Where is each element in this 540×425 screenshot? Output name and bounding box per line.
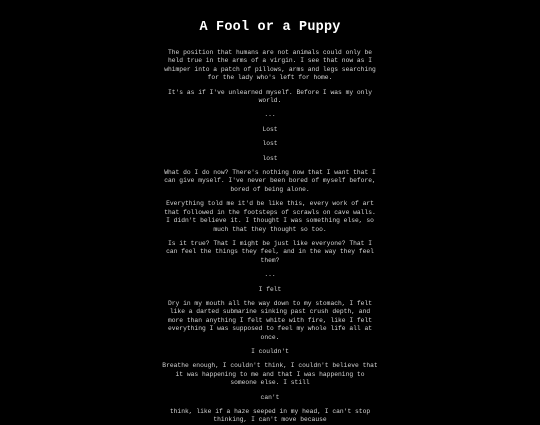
paragraph: I felt <box>258 285 282 293</box>
paragraph: It's as if I've unlearned myself. Before I was my only world. <box>167 88 373 105</box>
paragraph-ellipsis: ... <box>264 271 276 279</box>
paragraph-ellipsis: ... <box>264 111 276 119</box>
paragraph: The position that humans are not animals could only be held true in the arms of a virgin. I see that now as I whimper into a patch of pillows, arms and legs searching for the lady who's left for home. <box>164 49 376 82</box>
paragraph: Lost <box>262 125 278 133</box>
post-body <box>162 49 378 425</box>
paragraph: I couldn't <box>251 347 289 355</box>
paragraph: think, like if a haze seeped in my head, I can't stop thinking, I can't move because <box>169 408 371 424</box>
paragraph: Breathe enough, I couldn't think, I couldn't believe that it was happening to me and that I was happening to someone else. I still <box>162 362 378 387</box>
paragraph: Is it true? That I might be just like everyone? That I can feel the things they feel, and in the way they feel them? <box>166 239 374 264</box>
paragraph: lost <box>262 140 278 148</box>
paragraph: can't <box>260 393 280 401</box>
page-title: A Fool or a Puppy <box>199 20 341 35</box>
paragraph: lost <box>262 154 278 162</box>
paragraph: Dry in my mouth all the way down to my stomach, I felt like a darted submarine sinking past crush depth, and more than anything I felt white with fire, like I felt everything I was supposed to feel my whole life all at once. <box>167 299 373 341</box>
paragraph: What do I do now? There's nothing now that I want that I can give myself. I've never been bored of myself before, bored of being alone. <box>164 169 376 193</box>
paragraph: Everything told me it'd be like this, every work of art that followed in the footsteps of scrawls on cave walls. I didn't believe it. I thought I was something else, so much that they thought so too. <box>164 200 376 233</box>
